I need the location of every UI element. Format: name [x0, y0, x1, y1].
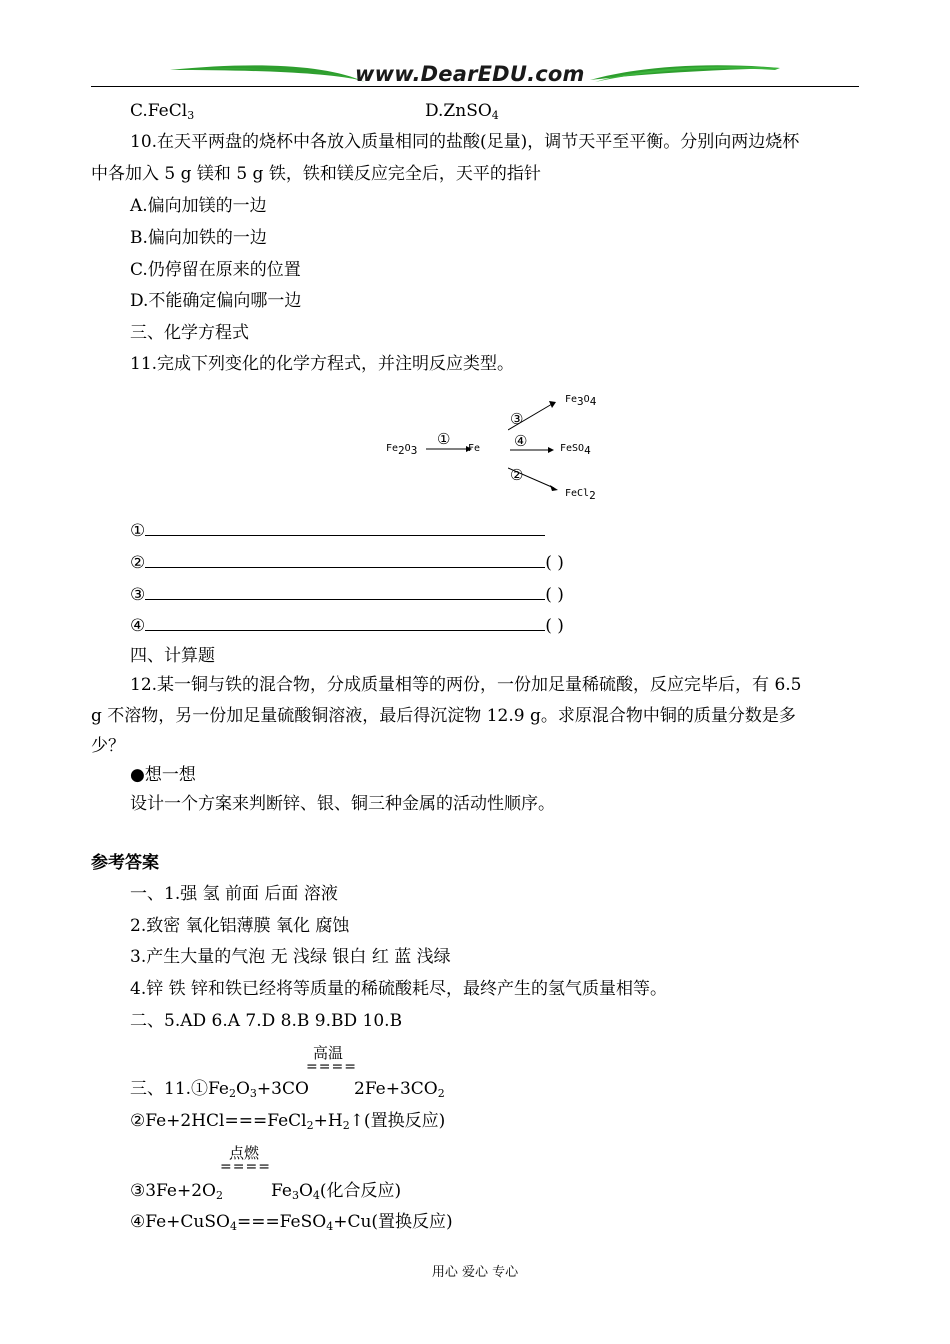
q10-option-b: B.偏向加铁的一边 — [130, 228, 267, 248]
header-rule — [91, 86, 859, 87]
step-3-label: ③ — [510, 410, 524, 428]
q10-text-1: 10.在天平两盘的烧杯中各放入质量相同的盐酸(足量)，调节天平至平衡。分别向两边烧杯 — [130, 132, 800, 152]
logo-text: www.DearEDU.com — [355, 62, 585, 86]
answer-blank-2: ② ( ) — [130, 553, 564, 573]
label-fe: Fe — [468, 443, 481, 454]
answer-blank-1: ① — [130, 520, 545, 541]
label-fe2o3: $Fe_2O_3$ — [386, 443, 418, 457]
think-body: 设计一个方案来判断锌、银、铜三种金属的活动性顺序。 — [130, 794, 555, 814]
step-2-label: ② — [510, 466, 524, 484]
arrow-step-1 — [426, 444, 472, 454]
q10-option-c: C.仍停留在原来的位置 — [130, 260, 301, 280]
eq3-condition: 点燃 ==== — [220, 1144, 271, 1175]
think-heading: ●想一想 — [130, 765, 196, 785]
answer-3: 3.产生大量的气泡 无 浅绿 银白 红 蓝 浅绿 — [130, 947, 451, 967]
option-c-prev: C.FeCl$_3$ — [130, 101, 195, 122]
answers-title: 参考答案 — [91, 853, 159, 873]
arrow-step-3 — [508, 400, 558, 432]
equation-3-left: $③3Fe+2O_2$ — [130, 1181, 223, 1202]
equation-1-left: 三、$11.①Fe_2O_3+3CO$ — [130, 1079, 309, 1100]
equation-3-right: $Fe_3O_4$(化合反应) — [271, 1181, 402, 1202]
q11-text: 11.完成下列变化的化学方程式，并注明反应类型。 — [130, 354, 515, 374]
q10-option-d: D.不能确定偏向哪一边 — [130, 291, 302, 311]
q12-text-2: g 不溶物，另一份加足量硫酸铜溶液，最后得沉淀物 12.9 g。求原混合物中铜的质量分数是多 — [91, 706, 796, 726]
q12-text-3: 少？ — [91, 736, 125, 756]
answer-4: 4.锌 铁 锌和铁已经将等质量的稀硫酸耗尽，最终产生的氢气质量相等。 — [130, 979, 668, 999]
label-fe3o4: $Fe_3O_4$ — [565, 394, 597, 408]
label-feso4: FeSO$_4$ — [560, 443, 591, 457]
page-footer: 用心 爱心 专心 — [431, 1265, 519, 1280]
q12-text-1: 12.某一铜与铁的混合物，分成质量相等的两份，一份加足量稀硫酸，反应完毕后，有 6.5 — [130, 675, 802, 695]
step-1-label: ① — [437, 430, 451, 448]
step-4-label: ④ — [514, 432, 528, 450]
section-4-heading: 四、计算题 — [130, 646, 215, 666]
answer-2: 2.致密 氧化铝薄膜 氧化 腐蚀 — [130, 916, 350, 936]
answer-blank-3: ③ ( ) — [130, 585, 564, 605]
q10-option-a: A.偏向加镁的一边 — [130, 196, 267, 216]
answer-5: 二、5.AD 6.A 7.D 8.B 9.BD 10.B — [130, 1011, 403, 1031]
section-3-heading: 三、化学方程式 — [130, 323, 249, 343]
equation-1-right: $2Fe+3CO_2$ — [354, 1079, 445, 1100]
label-fecl2: FeCl$_2$ — [565, 488, 596, 502]
arrow-step-4 — [510, 445, 554, 455]
reaction-diagram — [382, 388, 612, 506]
arrow-step-2 — [508, 466, 560, 492]
equation-4: ④Fe+CuSO$_4$===FeSO$_4$+Cu(置换反应) — [130, 1212, 453, 1233]
option-d-prev: D.ZnSO$_4$ — [425, 101, 499, 122]
answer-1: 一、1.强 氢 前面 后面 溶液 — [130, 884, 338, 904]
q10-text-2: 中各加入 5 g 镁和 5 g 铁，铁和镁反应完全后，天平的指针 — [91, 164, 541, 184]
eq1-condition: 高温 ==== — [306, 1044, 357, 1075]
answer-blank-4: ④ ( ) — [130, 616, 564, 636]
equation-2: $②Fe+2HCl===FeCl_2+H_2↑$(置换反应) — [130, 1111, 446, 1132]
